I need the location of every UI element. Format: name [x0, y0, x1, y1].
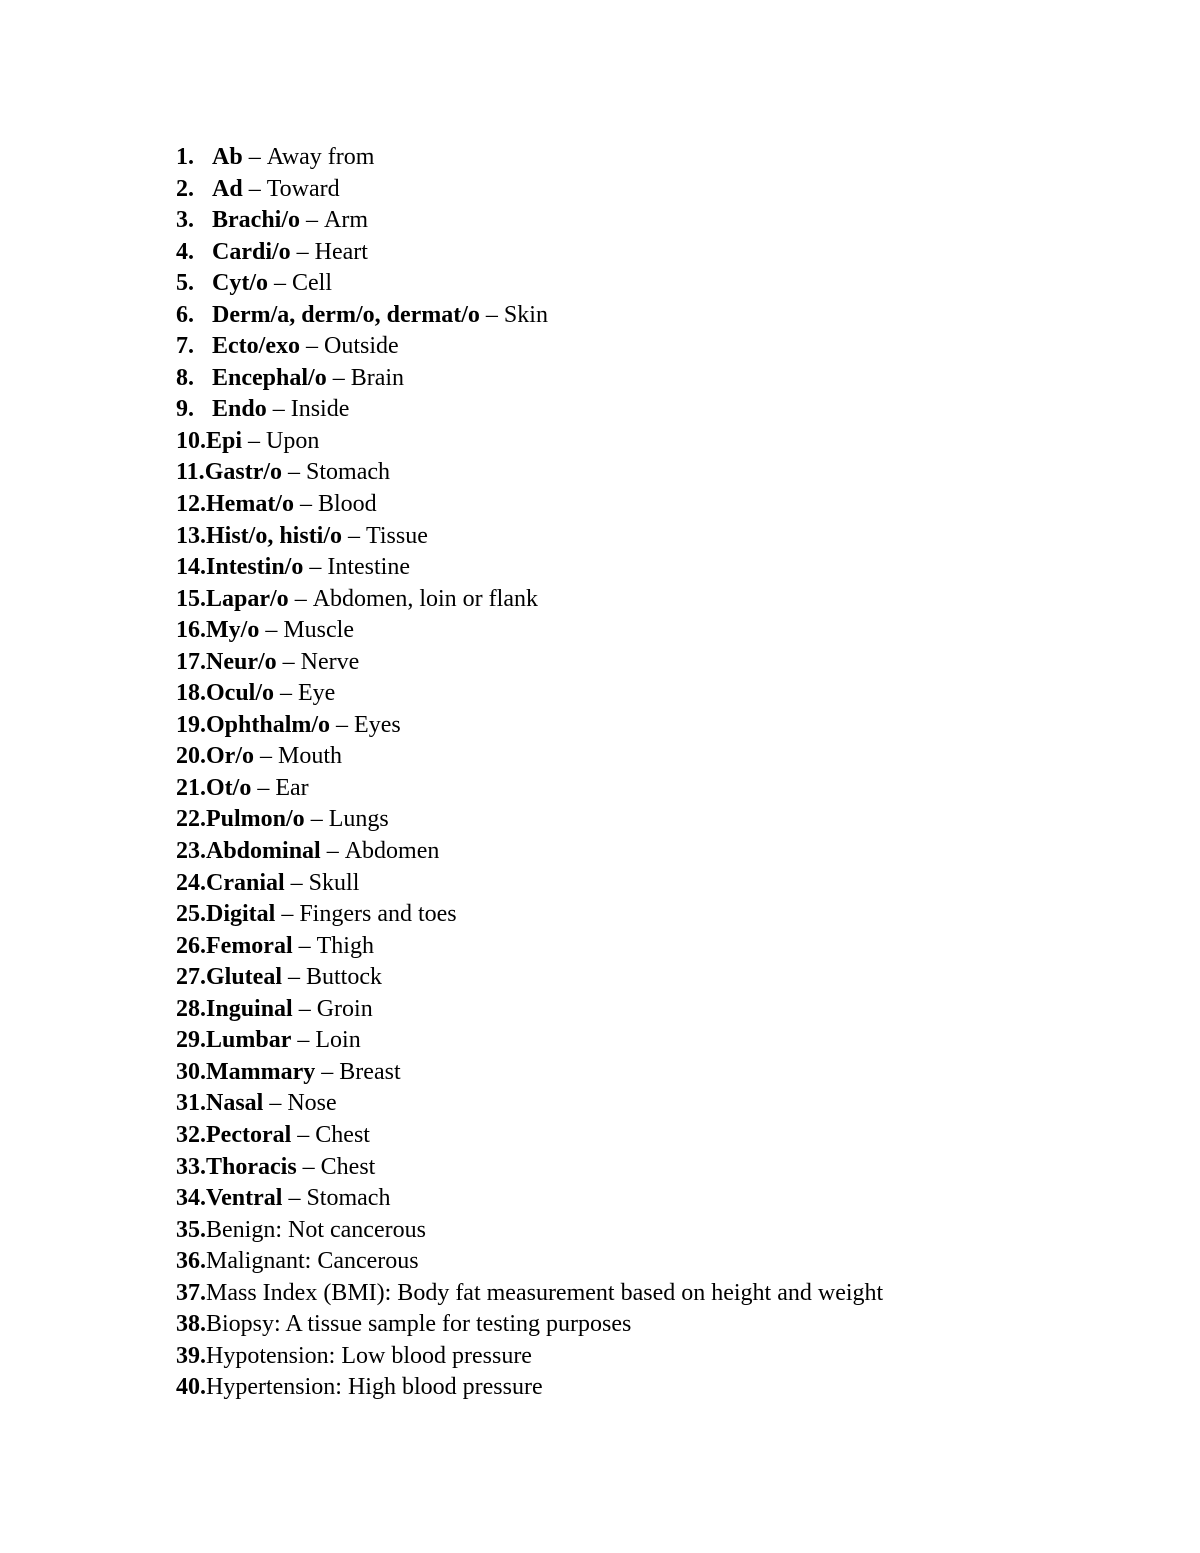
- list-item: [176, 205, 883, 237]
- item-definition: Cell: [292, 270, 332, 297]
- list-item: [176, 1057, 883, 1089]
- item-number: 2.: [176, 175, 194, 202]
- list-item: [176, 174, 883, 206]
- item-term: Ab: [212, 144, 243, 170]
- item-separator: –: [282, 964, 306, 991]
- item-term: Abdominal: [206, 838, 321, 865]
- item-definition: Skin: [503, 301, 548, 328]
- item-term: Derm/a, derm/o, dermat/o: [212, 301, 480, 328]
- item-number: 6.: [176, 301, 194, 328]
- item-number: 1.: [176, 144, 194, 170]
- list-item: [176, 300, 883, 332]
- item-definition: Thigh: [316, 932, 374, 959]
- list-item: [176, 584, 883, 616]
- item-number: 29.: [176, 1027, 206, 1054]
- item-definition: Mass Index (BMI): Body fat measurement based on height and weight: [206, 1279, 884, 1306]
- list-item: [176, 552, 883, 584]
- item-definition: Outside: [323, 333, 399, 360]
- item-definition: Nerve: [300, 648, 360, 675]
- list-item: [176, 363, 883, 395]
- item-definition: Fingers and toes: [299, 901, 457, 928]
- item-term: Intestin/o: [206, 554, 304, 581]
- item-term: Cardi/o: [212, 238, 291, 265]
- item-separator: –: [282, 459, 307, 486]
- item-term: Cranial: [206, 869, 285, 896]
- item-number: 23.: [176, 838, 206, 865]
- item-separator: –: [242, 427, 267, 454]
- item-definition: Mouth: [278, 743, 343, 770]
- list-item: [176, 331, 883, 363]
- item-separator: –: [263, 1090, 288, 1117]
- item-definition: Muscle: [283, 617, 354, 644]
- item-number: 37.: [176, 1279, 206, 1306]
- list-item: [176, 521, 883, 553]
- list-item: [176, 1372, 883, 1404]
- item-separator: –: [259, 617, 284, 644]
- item-term: Pectoral: [206, 1121, 292, 1148]
- item-term: Gastr/o: [204, 459, 283, 486]
- item-definition: Heart: [314, 238, 368, 265]
- item-separator: –: [300, 207, 324, 234]
- item-term: My/o: [206, 617, 260, 644]
- item-number: 30.: [176, 1058, 206, 1085]
- list-item: [176, 931, 883, 963]
- list-item: [176, 678, 883, 710]
- item-term: Cyt/o: [212, 270, 268, 297]
- item-number: 28.: [176, 995, 206, 1022]
- item-definition: Eye: [298, 680, 336, 707]
- item-separator: –: [266, 396, 291, 423]
- list-item: [176, 1215, 883, 1247]
- list-item: [176, 1278, 883, 1310]
- item-separator: –: [315, 1058, 340, 1085]
- item-term: Pulmon/o: [206, 806, 305, 833]
- list-item: [176, 142, 883, 174]
- item-separator: –: [291, 1121, 316, 1148]
- item-term: Ecto/exo: [212, 333, 300, 360]
- item-separator: –: [284, 869, 309, 896]
- list-item: [176, 1025, 883, 1057]
- item-definition: Hypertension: High blood pressure: [206, 1374, 543, 1401]
- item-number: 5.: [176, 270, 194, 297]
- list-item: [176, 394, 883, 426]
- item-number: 9.: [176, 396, 194, 423]
- item-definition: Chest: [320, 1153, 376, 1180]
- item-definition: Breast: [339, 1058, 401, 1085]
- item-term: Hemat/o: [206, 491, 294, 518]
- item-separator: –: [288, 585, 313, 612]
- term-list: [176, 142, 883, 1404]
- list-item: [176, 962, 883, 994]
- item-number: 16.: [176, 617, 206, 644]
- item-term: Hist/o, histi/o: [206, 522, 343, 549]
- item-number: 12.: [176, 491, 206, 518]
- item-term: Femoral: [206, 932, 293, 959]
- list-item: [176, 268, 883, 300]
- item-definition: Toward: [266, 175, 340, 202]
- item-definition: Blood: [317, 491, 377, 518]
- item-separator: –: [296, 1153, 321, 1180]
- item-separator: –: [303, 554, 328, 581]
- item-number: 10.: [176, 427, 206, 454]
- item-definition: Abdomen: [344, 838, 440, 865]
- item-number: 14.: [176, 554, 206, 581]
- item-number: 18.: [176, 680, 206, 707]
- item-definition: Biopsy: A tissue sample for testing purposes: [206, 1311, 632, 1338]
- item-term: Or/o: [206, 743, 254, 770]
- item-number: 8.: [176, 364, 194, 391]
- list-item: [176, 868, 883, 900]
- item-term: Ocul/o: [206, 680, 275, 707]
- item-separator: –: [276, 648, 301, 675]
- item-separator: –: [254, 743, 278, 770]
- item-number: 17.: [176, 648, 206, 675]
- item-number: 32.: [176, 1121, 206, 1148]
- item-number: 22.: [176, 806, 206, 833]
- item-definition: Brain: [350, 364, 405, 391]
- item-term: Lumbar: [206, 1027, 292, 1054]
- list-item: [176, 899, 883, 931]
- list-item: [176, 426, 883, 458]
- item-number: 33.: [176, 1153, 206, 1180]
- item-number: 15.: [176, 585, 206, 612]
- list-item: [176, 1088, 883, 1120]
- item-term: Thoracis: [206, 1153, 297, 1180]
- item-number: 7.: [176, 333, 194, 360]
- item-term: Nasal: [206, 1090, 264, 1117]
- item-separator: –: [268, 270, 292, 297]
- item-term: Ot/o: [206, 774, 252, 801]
- item-definition: Tissue: [366, 522, 428, 549]
- item-definition: Ear: [275, 774, 309, 801]
- item-term: Neur/o: [206, 648, 277, 675]
- item-number: 4.: [176, 238, 194, 265]
- item-definition: Nose: [287, 1090, 337, 1117]
- item-definition: Eyes: [354, 711, 401, 738]
- item-definition: Benign: Not cancerous: [206, 1216, 426, 1243]
- item-term: Mammary: [206, 1058, 316, 1085]
- item-definition: Groin: [316, 995, 373, 1022]
- item-definition: Away from: [266, 144, 375, 170]
- item-separator: –: [291, 1027, 316, 1054]
- item-number: 36.: [176, 1248, 206, 1275]
- item-number: 35.: [176, 1216, 206, 1243]
- item-definition: Skull: [308, 869, 360, 896]
- item-definition: Upon: [266, 427, 320, 454]
- item-separator: –: [274, 680, 299, 707]
- item-definition: Intestine: [327, 554, 410, 581]
- item-term: Lapar/o: [206, 585, 289, 612]
- item-term: Endo: [212, 396, 267, 423]
- item-term: Ad: [212, 175, 243, 202]
- item-number: 25.: [176, 901, 206, 928]
- item-separator: –: [251, 774, 276, 801]
- item-separator: –: [299, 333, 324, 360]
- item-definition: Inside: [290, 396, 350, 423]
- list-item: [176, 1152, 883, 1184]
- item-separator: –: [326, 364, 351, 391]
- item-separator: –: [292, 932, 317, 959]
- item-definition: Abdomen, loin or flank: [312, 585, 538, 612]
- item-separator: –: [242, 144, 267, 170]
- item-term: Inguinal: [206, 995, 293, 1022]
- item-term: Brachi/o: [212, 207, 300, 234]
- item-definition: Arm: [324, 207, 368, 234]
- list-item: [176, 773, 883, 805]
- item-separator: –: [320, 838, 345, 865]
- item-definition: Chest: [315, 1121, 370, 1148]
- list-item: [176, 1246, 883, 1278]
- item-definition: Loin: [315, 1027, 361, 1054]
- item-number: 20.: [176, 743, 206, 770]
- item-number: 39.: [176, 1342, 206, 1369]
- item-number: 24.: [176, 869, 206, 896]
- item-definition: Hypotension: Low blood pressure: [206, 1342, 532, 1369]
- list-item: [176, 1309, 883, 1341]
- item-term: Encephal/o: [212, 364, 327, 391]
- list-item: [176, 710, 883, 742]
- item-separator: –: [242, 175, 267, 202]
- list-item: [176, 489, 883, 521]
- item-term: Gluteal: [206, 964, 282, 991]
- item-separator: –: [275, 901, 300, 928]
- item-separator: –: [293, 491, 318, 518]
- item-separator: –: [304, 806, 329, 833]
- item-definition: Malignant: Cancerous: [206, 1248, 419, 1275]
- item-number: 21.: [176, 774, 206, 801]
- item-term: Ventral: [206, 1185, 283, 1212]
- item-term: Epi: [206, 427, 243, 454]
- item-separator: –: [292, 995, 317, 1022]
- item-separator: –: [282, 1185, 307, 1212]
- item-definition: Stomach: [306, 459, 391, 486]
- list-item: [176, 237, 883, 269]
- item-definition: Lungs: [328, 806, 389, 833]
- item-number: 26.: [176, 932, 206, 959]
- item-number: 27.: [176, 964, 206, 991]
- item-number: 40.: [176, 1374, 206, 1401]
- list-item: [176, 457, 883, 489]
- item-number: 11.: [176, 459, 205, 486]
- item-separator: –: [479, 301, 504, 328]
- item-number: 3.: [176, 207, 194, 234]
- list-item: [176, 647, 883, 679]
- list-item: [176, 1183, 883, 1215]
- item-separator: –: [290, 238, 315, 265]
- item-definition: Buttock: [306, 964, 382, 991]
- item-term: Digital: [206, 901, 276, 928]
- item-number: 34.: [176, 1185, 206, 1212]
- list-item: [176, 615, 883, 647]
- list-item: [176, 741, 883, 773]
- item-number: 31.: [176, 1090, 206, 1117]
- list-item: [176, 1120, 883, 1152]
- item-term: Ophthalm/o: [206, 711, 331, 738]
- list-item: [176, 994, 883, 1026]
- item-number: 38.: [176, 1311, 206, 1338]
- item-number: 13.: [176, 522, 206, 549]
- item-definition: Stomach: [306, 1185, 391, 1212]
- list-item: [176, 804, 883, 836]
- list-item: [176, 836, 883, 868]
- item-number: 19.: [176, 711, 206, 738]
- list-item: [176, 1341, 883, 1373]
- item-separator: –: [330, 711, 355, 738]
- item-separator: –: [342, 522, 367, 549]
